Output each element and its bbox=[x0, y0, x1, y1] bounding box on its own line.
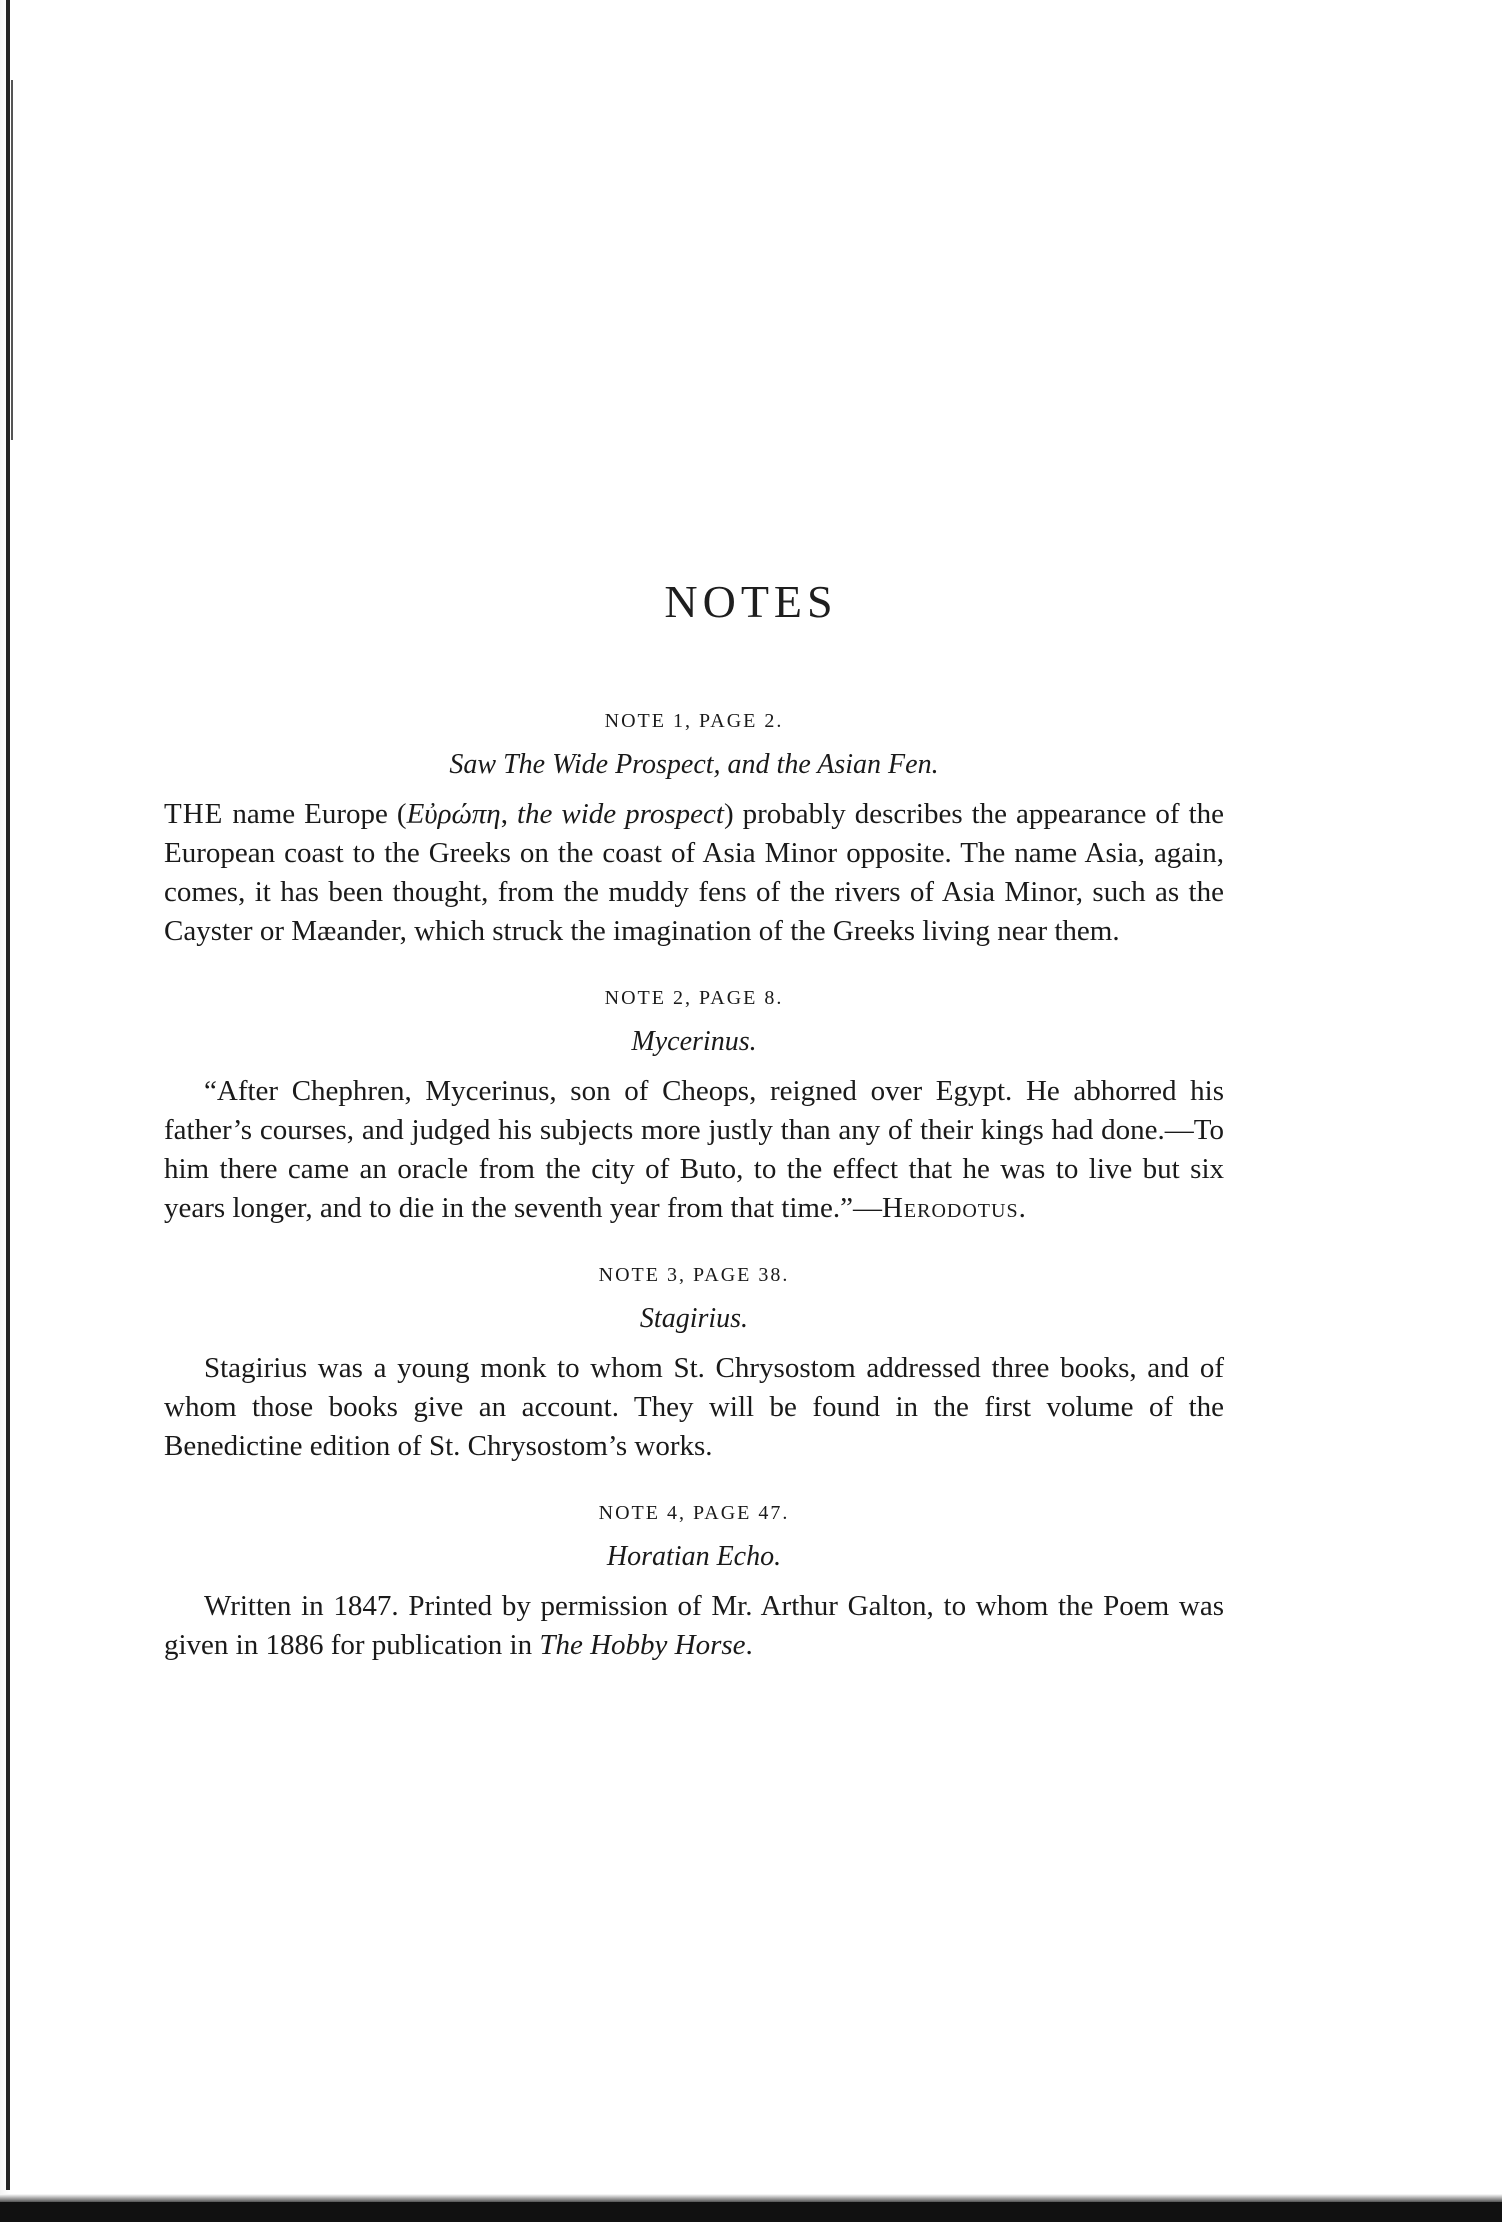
note-heading: NOTE 2, PAGE 8. bbox=[604, 987, 784, 1009]
notes-section bbox=[164, 710, 1224, 1701]
note-subtitle: Stagirius. bbox=[639, 1303, 749, 1334]
body-text: , bbox=[500, 798, 517, 830]
scan-binding-line bbox=[6, 0, 10, 2190]
italic-phrase: The Hobby Horse bbox=[539, 1629, 746, 1661]
page-title: NOTES bbox=[664, 576, 838, 627]
note-heading: NOTE 1, PAGE 2. bbox=[604, 710, 784, 732]
note-subtitle: Horatian Echo. bbox=[606, 1541, 782, 1572]
note-4 bbox=[164, 1502, 1224, 1665]
greek-word: Εὐρώπη bbox=[406, 798, 501, 830]
body-text: “After Chephren, Mycerinus, son of Cheops, reigned over Egypt. He abhorred his father’s courses, and judged his subjects more justly than any of their kings had done.—To him there came an oracle from the city of Buto, to the effect that he was to live but six years longer, and to die in the seventh year from that time.”— bbox=[164, 1075, 1224, 1224]
note-1 bbox=[164, 710, 1224, 951]
body-text: ) probably describes the appearance of the European coast to the Greeks on the coast of Asia Minor opposite. The name Asia, again, comes, it has been thought, from the muddy fens of the rivers of Asia Minor, such as the Cayster or Mæander, which struck the imagination of the Greeks living near them. bbox=[164, 798, 1225, 947]
note-body bbox=[164, 795, 1224, 951]
note-subtitle: Mycerinus. bbox=[631, 1026, 757, 1057]
body-text: . bbox=[745, 1629, 753, 1661]
italic-phrase: the wide prospect bbox=[516, 798, 724, 830]
note-3 bbox=[164, 1264, 1224, 1466]
body-text: . bbox=[1018, 1192, 1026, 1224]
scan-bottom-fade bbox=[0, 2194, 1502, 2202]
lead-word: THE bbox=[164, 798, 224, 830]
note-body bbox=[164, 1072, 1224, 1228]
body-text: name Europe ( bbox=[223, 798, 407, 830]
note-subtitle: Saw The Wide Prospect, and the Asian Fen. bbox=[449, 749, 939, 780]
note-body bbox=[164, 1587, 1224, 1665]
body-text: Written in 1847. Printed by permission of Mr. Arthur Galton, to whom the Poem was given in 1886 for publication in bbox=[164, 1590, 1224, 1661]
note-2 bbox=[164, 987, 1224, 1228]
note-body: Stagirius was a young monk to whom St. Chrysostom addressed three books, and of whom those books give an account. They will be found in the first volume of the Benedictine edition of St. Chrysostom’s works. bbox=[164, 1352, 1224, 1462]
note-heading: NOTE 3, PAGE 38. bbox=[598, 1264, 790, 1286]
note-heading: NOTE 4, PAGE 47. bbox=[598, 1502, 790, 1524]
scan-edge-bottom bbox=[0, 2202, 1502, 2222]
scan-binding-shadow bbox=[11, 80, 13, 440]
attribution: Herodotus bbox=[881, 1192, 1019, 1224]
